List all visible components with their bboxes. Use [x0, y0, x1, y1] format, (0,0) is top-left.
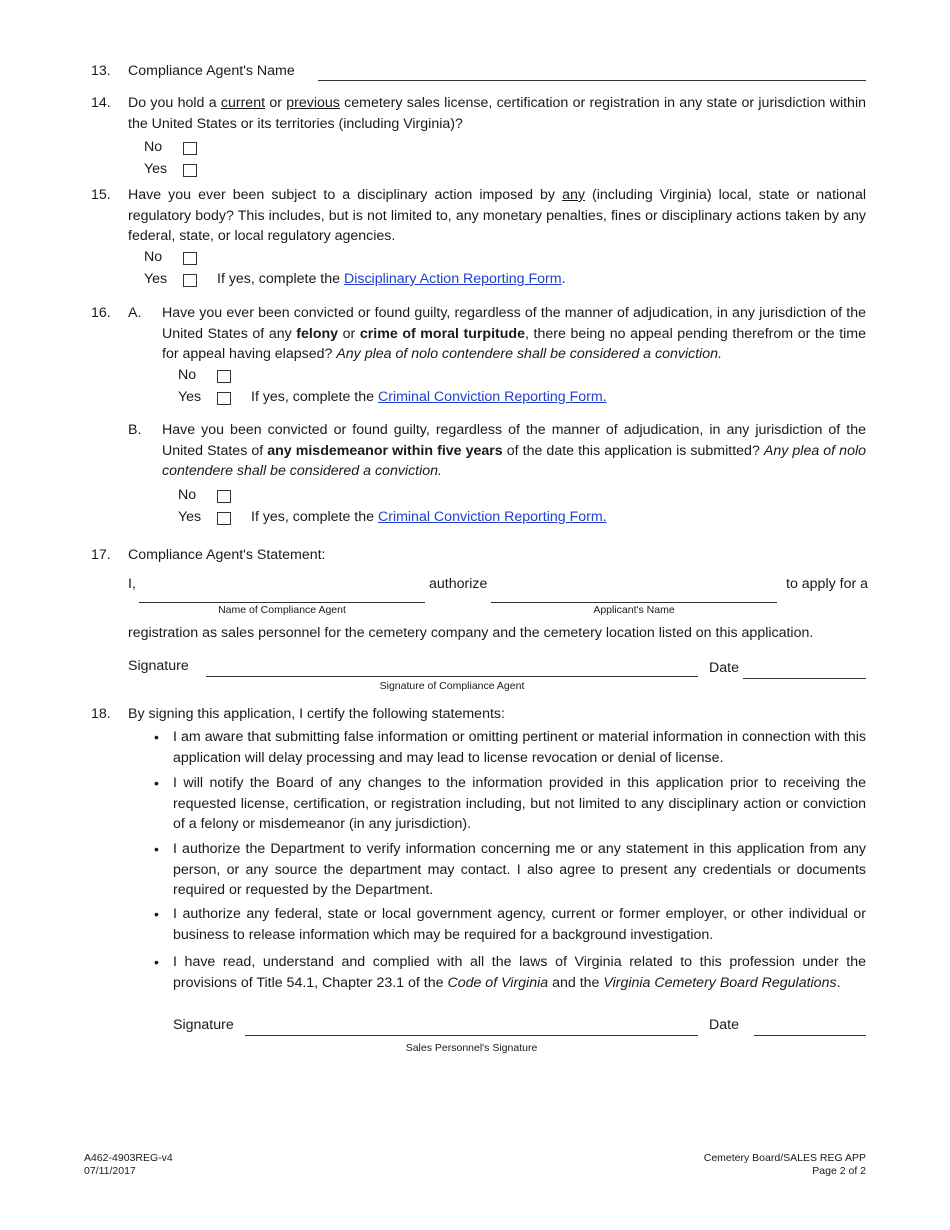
q15-question: Have you ever been subject to a disciplinary action imposed by any (including Virginia) local, state or national regulatory body? This includes, but is not limited to, any monetary penalties, fines or disciplinary actions taken by any federal, state, or local regulatory agencies. [128, 187, 866, 244]
q18-bullet-2: I will notify the Board of any changes to the information provided in this application prior to receiving the requested license, certification, or registration including, but not limited to any disciplinary action or conviction of a felony or misdemeanor (in any jurisdiction). [173, 775, 866, 832]
q16a-yes-checkbox[interactable] [217, 392, 231, 405]
bullet-marker: • [154, 775, 159, 791]
criminal-conviction-form-link-b[interactable]: Criminal Conviction Reporting Form. [377, 509, 607, 525]
q18-bullet-3: I authorize the Department to verify information concerning me or any statement in this application from any person, or any source the department may contact. I also agree to present any credentials or documents required or requested by the Department. [173, 841, 866, 898]
q18-number: 18. [91, 706, 111, 722]
sales-personnel-signature-field[interactable] [245, 1035, 698, 1036]
q16a-yes-note: If yes, complete the Criminal Conviction Reporting Form. [251, 389, 607, 405]
bullet-marker: • [154, 729, 159, 745]
q14-yes-checkbox[interactable] [183, 164, 197, 177]
q14-no-option [144, 137, 197, 158]
q18-date-label: Date [709, 1017, 739, 1033]
q13-name-field[interactable] [318, 80, 866, 81]
q16-number: 16. [91, 305, 111, 321]
sales-personnel-signature-caption: Sales Personnel's Signature [405, 1042, 538, 1054]
footer-right [704, 1152, 866, 1177]
q17-statement-text: registration as sales personnel for the cemetery company and the cemetery location listed on this application. [128, 625, 814, 641]
q15-yes-option [144, 269, 566, 290]
q16b-yes-checkbox[interactable] [217, 512, 231, 525]
q16b-yes-label: Yes [178, 509, 202, 525]
q16a-no-option [178, 365, 231, 386]
q18-bullet-4: I authorize any federal, state or local government agency, current or former employer, or other individual or business to release information which may be required for a background investigation. [173, 906, 866, 943]
q18-bullet-1: I am aware that submitting false information or omitting pertinent or material information in connection with this application will delay processing and may lead to license revocation or denial of license. [173, 729, 866, 766]
q17-authorize: authorize [429, 576, 488, 592]
bullet-marker: • [154, 906, 159, 922]
q16a-no-label: No [178, 367, 197, 383]
q15-number: 15. [91, 187, 111, 203]
q14-question: Do you hold a current or previous cemetery sales license, certification or registration in any state or jurisdiction within the United States or its territories (including Virginia)? [128, 95, 866, 132]
q16b-no-label: No [178, 487, 197, 503]
page-number: Page 2 of 2 [812, 1164, 866, 1177]
compliance-agent-name-caption: Name of Compliance Agent [218, 604, 346, 616]
q18-label: By signing this application, I certify the following statements: [128, 706, 505, 722]
q13-label: Compliance Agent's Name [128, 63, 295, 79]
compliance-agent-name-field[interactable] [139, 602, 425, 603]
q15-yes-label: Yes [144, 271, 168, 287]
q16b-question: Have you been convicted or found guilty, regardless of the manner of adjudication, in any jurisdiction of the United States of any misdemeanor within five years of the date this application is submitted? Any plea of nolo contendere shall be considered a conviction. [162, 422, 867, 479]
q17-date-label: Date [709, 660, 739, 676]
q14-yes-option [144, 159, 197, 180]
q16b-yes-option [178, 507, 607, 528]
form-date: 07/11/2017 [84, 1164, 136, 1177]
q16a-yes-label: Yes [178, 389, 202, 405]
q17-number: 17. [91, 547, 111, 563]
q18-bullet-5: I have read, understand and complied with all the laws of Virginia related to this profession under the provisions of Title 54.1, Chapter 23.1 of the Code of Virginia and the Virginia Cemetery Board Regulations. [173, 954, 866, 991]
compliance-agent-signature-caption: Signature of Compliance Agent [379, 680, 525, 692]
q15-no-option [144, 247, 197, 268]
q15-no-checkbox[interactable] [183, 252, 197, 265]
applicant-name-caption: Applicant's Name [593, 604, 675, 616]
q16a-letter: A. [128, 305, 142, 321]
q17-date-field[interactable] [743, 678, 866, 679]
q18-date-field[interactable] [754, 1035, 866, 1036]
applicant-name-field[interactable] [491, 602, 777, 603]
q14-number: 14. [91, 95, 111, 111]
q18-signature-label: Signature [173, 1017, 234, 1033]
bullet-marker: • [154, 841, 159, 857]
compliance-agent-signature-field[interactable] [206, 676, 698, 677]
bullet-marker: • [154, 954, 159, 970]
q14-no-label: No [144, 139, 163, 155]
q14-no-checkbox[interactable] [183, 142, 197, 155]
q16b-no-checkbox[interactable] [217, 490, 231, 503]
form-id: A462-4903REG-v4 [84, 1152, 173, 1164]
q15-yes-note: If yes, complete the Disciplinary Action Reporting Form. [217, 271, 566, 287]
q13-number: 13. [91, 63, 111, 79]
q16b-no-option [178, 485, 231, 506]
q16b-yes-note: If yes, complete the Criminal Conviction Reporting Form. [251, 509, 607, 525]
q14-yes-label: Yes [144, 161, 168, 177]
board-name: Cemetery Board/SALES REG APP [703, 1152, 866, 1164]
q17-label: Compliance Agent's Statement: [128, 547, 326, 563]
footer-left [84, 1152, 173, 1177]
q17-signature-label: Signature [128, 658, 189, 674]
q17-to-apply: to apply for a [786, 576, 869, 592]
q15-yes-checkbox[interactable] [183, 274, 197, 287]
q16b-letter: B. [128, 422, 142, 438]
q15-no-label: No [144, 249, 163, 265]
criminal-conviction-form-link-a[interactable]: Criminal Conviction Reporting Form. [377, 389, 607, 405]
q16a-no-checkbox[interactable] [217, 370, 231, 383]
q17-i: I, [128, 576, 136, 592]
q16a-yes-option [178, 387, 607, 408]
disciplinary-action-form-link[interactable]: Disciplinary Action Reporting Form [343, 271, 562, 287]
q16a-question: Have you ever been convicted or found guilty, regardless of the manner of adjudication, in any jurisdiction of the United States of any felony or crime of moral turpitude, there being no appeal pending therefrom or the time for appeal having elapsed? Any plea of nolo contendere shall be considered a conviction. [162, 305, 867, 362]
